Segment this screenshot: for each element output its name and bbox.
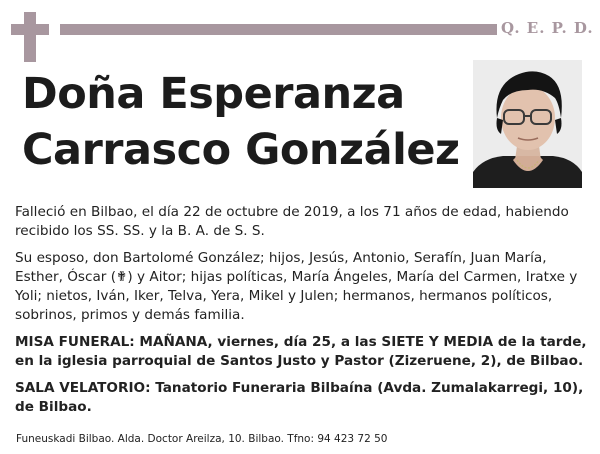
name-line-2: Carrasco González: [22, 125, 460, 175]
deceased-name: [22, 66, 472, 178]
qepd-label: Q. E. P. D.: [501, 19, 594, 37]
wake-room: SALA VELATORIO: Tanatorio Funeraria Bilbaína (Avda. Zumalakarregi, 10), de Bilbao.: [15, 380, 584, 415]
obituary-text: [15, 203, 587, 425]
funeral-mass: MISA FUNERAL: MAÑANA, viernes, día 25, a las SIETE Y MEDIA de la tarde, en la iglesia parroquial de Santos Justo y Pastor (Zizeruene, 2), de Bilbao.: [15, 334, 587, 369]
portrait-photo: [473, 60, 582, 188]
cross-icon: [24, 12, 36, 62]
cross-icon-bar: [11, 24, 49, 35]
header-rule: [60, 24, 497, 35]
death-notice: Falleció en Bilbao, el día 22 de octubre de 2019, a los 71 años de edad, habiendo recibido los SS. SS. y la B. A. de S. S.: [15, 204, 569, 239]
name-line-1: Doña Esperanza: [22, 69, 405, 119]
funeral-home-footer: Funeuskadi Bilbao. Alda. Doctor Areilza, 10. Bilbao. Tfno: 94 423 72 50: [16, 433, 388, 445]
family-list: Su esposo, don Bartolomé González; hijos, Jesús, Antonio, Serafín, Juan María, Esther, Óscar (✟) y Aitor; hijas políticas, María Ángeles, María del Carmen, Iratxe y Yoli; nietos, Iván, Iker, Telva, Yera, Mikel y Julen; hermanos, hermanos políticos, sobrinos, primos y demás familia.: [15, 250, 578, 323]
